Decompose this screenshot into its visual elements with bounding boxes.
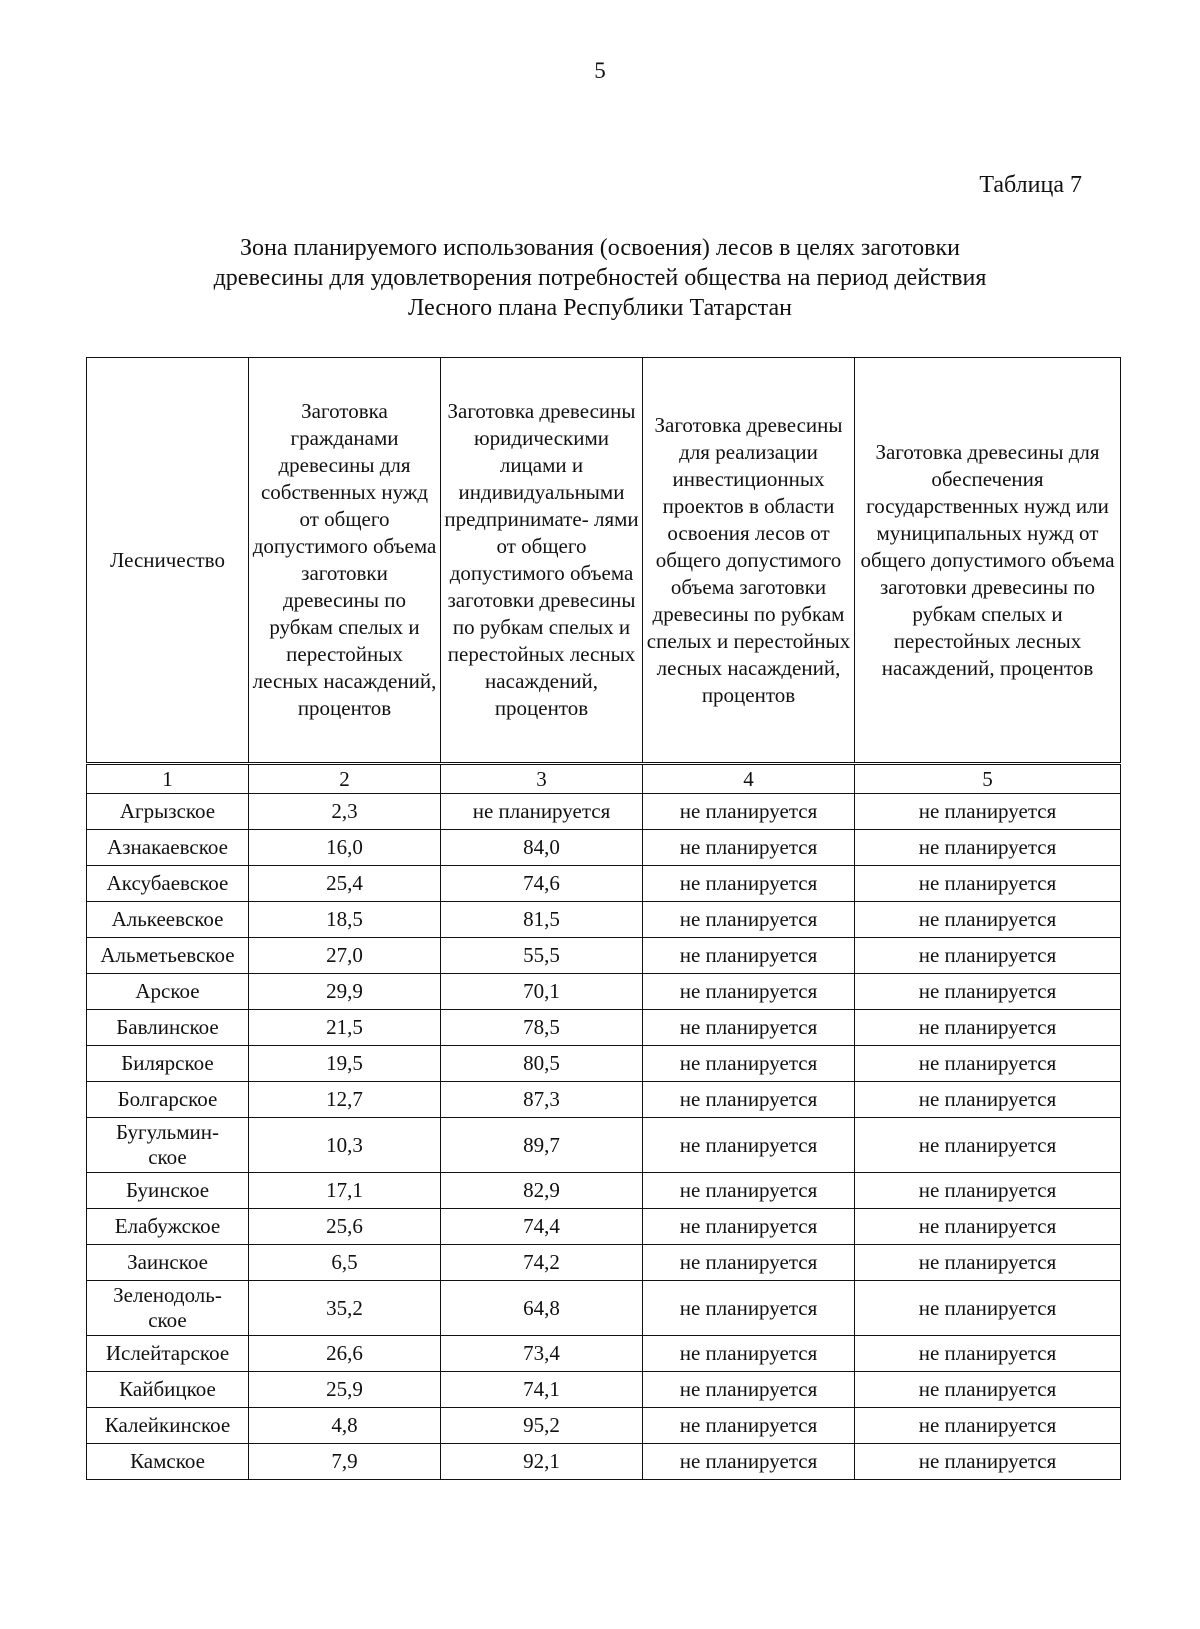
header-cell-forestry: Лесничество <box>87 358 249 764</box>
state-needs-value-cell: не планируется <box>855 1408 1121 1444</box>
citizens-value-cell: 18,5 <box>249 902 441 938</box>
table-row <box>87 794 1121 830</box>
investment-value-cell: не планируется <box>643 1046 855 1082</box>
table-row <box>87 1046 1121 1082</box>
column-number: 5 <box>855 764 1121 794</box>
citizens-value-cell: 10,3 <box>249 1118 441 1173</box>
legal-entities-value-cell: 74,4 <box>441 1209 643 1245</box>
table-row <box>87 830 1121 866</box>
state-needs-value-cell: не планируется <box>855 938 1121 974</box>
forestry-name-cell: Ислейтарское <box>87 1336 249 1372</box>
state-needs-value-cell: не планируется <box>855 1444 1121 1480</box>
investment-value-cell: не планируется <box>643 974 855 1010</box>
investment-value-cell: не планируется <box>643 1372 855 1408</box>
state-needs-value-cell: не планируется <box>855 1173 1121 1209</box>
forestry-name-cell: Бугульмин- ское <box>87 1118 249 1173</box>
table-caption: Таблица 7 <box>979 172 1082 198</box>
legal-entities-value-cell: 84,0 <box>441 830 643 866</box>
citizens-value-cell: 7,9 <box>249 1444 441 1480</box>
legal-entities-value-cell: 74,6 <box>441 866 643 902</box>
forestry-name-cell: Альметьевское <box>87 938 249 974</box>
legal-entities-value-cell: 73,4 <box>441 1336 643 1372</box>
investment-value-cell: не планируется <box>643 1209 855 1245</box>
legal-entities-value-cell: 87,3 <box>441 1082 643 1118</box>
state-needs-value-cell: не планируется <box>855 1245 1121 1281</box>
forestry-name-cell: Арское <box>87 974 249 1010</box>
forestry-name-cell: Аксубаевское <box>87 866 249 902</box>
table-body <box>87 794 1121 1480</box>
legal-entities-value-cell: 81,5 <box>441 902 643 938</box>
investment-value-cell: не планируется <box>643 1245 855 1281</box>
state-needs-value-cell: не планируется <box>855 1209 1121 1245</box>
legal-entities-value-cell: 95,2 <box>441 1408 643 1444</box>
state-needs-value-cell: не планируется <box>855 902 1121 938</box>
state-needs-value-cell: не планируется <box>855 974 1121 1010</box>
legal-entities-value-cell: 82,9 <box>441 1173 643 1209</box>
citizens-value-cell: 6,5 <box>249 1245 441 1281</box>
table-row <box>87 1444 1121 1480</box>
forestry-name-cell: Билярское <box>87 1046 249 1082</box>
header-cell-investment-projects: Заготовка древесины для реализации инвестиционных проектов в области освоения лесов от общего допустимого объема заготовки древесины по рубкам спелых и перестойных лесных насаждений, процентов <box>643 358 855 764</box>
column-number: 1 <box>87 764 249 794</box>
state-needs-value-cell: не планируется <box>855 1046 1121 1082</box>
document-title <box>110 233 1090 323</box>
investment-value-cell: не планируется <box>643 830 855 866</box>
legal-entities-value-cell: 74,2 <box>441 1245 643 1281</box>
state-needs-value-cell: не планируется <box>855 1281 1121 1336</box>
state-needs-value-cell: не планируется <box>855 866 1121 902</box>
legal-entities-value-cell: 64,8 <box>441 1281 643 1336</box>
header-cell-state-needs: Заготовка древесины для обеспечения государственных нужд или муниципальных нужд от общего допустимого объема заготовки древесины по рубкам спелых и перестойных лесных насаждений, процентов <box>855 358 1121 764</box>
title-line: Зона планируемого использования (освоения) лесов в целях заготовки <box>239 235 960 261</box>
column-number: 2 <box>249 764 441 794</box>
citizens-value-cell: 16,0 <box>249 830 441 866</box>
citizens-value-cell: 25,4 <box>249 866 441 902</box>
legal-entities-value-cell: 74,1 <box>441 1372 643 1408</box>
table-row <box>87 1245 1121 1281</box>
citizens-value-cell: 21,5 <box>249 1010 441 1046</box>
citizens-value-cell: 29,9 <box>249 974 441 1010</box>
investment-value-cell: не планируется <box>643 1281 855 1336</box>
header-row <box>87 358 1121 764</box>
investment-value-cell: не планируется <box>643 938 855 974</box>
table-row <box>87 1010 1121 1046</box>
title-line: Лесного плана Республики Татарстан <box>408 295 792 321</box>
state-needs-value-cell: не планируется <box>855 830 1121 866</box>
legal-entities-value-cell: 92,1 <box>441 1444 643 1480</box>
investment-value-cell: не планируется <box>643 1336 855 1372</box>
legal-entities-value-cell: 78,5 <box>441 1010 643 1046</box>
citizens-value-cell: 12,7 <box>249 1082 441 1118</box>
state-needs-value-cell: не планируется <box>855 1118 1121 1173</box>
investment-value-cell: не планируется <box>643 1444 855 1480</box>
data-table <box>86 357 1121 1480</box>
forestry-name-cell: Болгарское <box>87 1082 249 1118</box>
table-row <box>87 1173 1121 1209</box>
state-needs-value-cell: не планируется <box>855 1372 1121 1408</box>
table-row <box>87 1281 1121 1336</box>
state-needs-value-cell: не планируется <box>855 1082 1121 1118</box>
page-number: 5 <box>594 58 606 83</box>
state-needs-value-cell: не планируется <box>855 794 1121 830</box>
citizens-value-cell: 26,6 <box>249 1336 441 1372</box>
column-number: 3 <box>441 764 643 794</box>
investment-value-cell: не планируется <box>643 1408 855 1444</box>
legal-entities-value-cell: 89,7 <box>441 1118 643 1173</box>
investment-value-cell: не планируется <box>643 866 855 902</box>
state-needs-value-cell: не планируется <box>855 1336 1121 1372</box>
legal-entities-value-cell: 80,5 <box>441 1046 643 1082</box>
citizens-value-cell: 25,9 <box>249 1372 441 1408</box>
forestry-name-cell: Заинское <box>87 1245 249 1281</box>
forestry-name-cell: Буинское <box>87 1173 249 1209</box>
table-row <box>87 866 1121 902</box>
citizens-value-cell: 25,6 <box>249 1209 441 1245</box>
column-number: 4 <box>643 764 855 794</box>
citizens-value-cell: 2,3 <box>249 794 441 830</box>
investment-value-cell: не планируется <box>643 1118 855 1173</box>
header-cell-citizens: Заготовка гражданами древесины для собственных нужд от общего допустимого объема заготовки древесины по рубкам спелых и перестойных лесных насаждений, процентов <box>249 358 441 764</box>
forestry-name-cell: Азнакаевское <box>87 830 249 866</box>
forestry-name-cell: Кайбицкое <box>87 1372 249 1408</box>
forestry-name-cell: Алькеевское <box>87 902 249 938</box>
citizens-value-cell: 35,2 <box>249 1281 441 1336</box>
investment-value-cell: не планируется <box>643 1173 855 1209</box>
investment-value-cell: не планируется <box>643 902 855 938</box>
forestry-name-cell: Зеленодоль- ское <box>87 1281 249 1336</box>
table-row <box>87 938 1121 974</box>
investment-value-cell: не планируется <box>643 794 855 830</box>
citizens-value-cell: 4,8 <box>249 1408 441 1444</box>
legal-entities-value-cell: 55,5 <box>441 938 643 974</box>
column-number-row <box>87 764 1121 794</box>
citizens-value-cell: 17,1 <box>249 1173 441 1209</box>
table-row <box>87 1408 1121 1444</box>
table-row <box>87 1372 1121 1408</box>
table-row <box>87 1336 1121 1372</box>
title-line: древесины для удовлетворения потребностей общества на период действия <box>213 265 987 291</box>
table-row <box>87 1118 1121 1173</box>
investment-value-cell: не планируется <box>643 1082 855 1118</box>
legal-entities-value-cell: не планируется <box>441 794 643 830</box>
table-row <box>87 902 1121 938</box>
legal-entities-value-cell: 70,1 <box>441 974 643 1010</box>
citizens-value-cell: 27,0 <box>249 938 441 974</box>
investment-value-cell: не планируется <box>643 1010 855 1046</box>
forestry-name-cell: Агрызское <box>87 794 249 830</box>
citizens-value-cell: 19,5 <box>249 1046 441 1082</box>
state-needs-value-cell: не планируется <box>855 1010 1121 1046</box>
table-row <box>87 1209 1121 1245</box>
header-cell-legal-entities: Заготовка древесины юридическими лицами и индивидуальными предпринимате- лями от общего допустимого объема заготовки древесины по рубкам спелых и перестойных лесных насаждений, процентов <box>441 358 643 764</box>
forestry-name-cell: Бавлинское <box>87 1010 249 1046</box>
forestry-name-cell: Камское <box>87 1444 249 1480</box>
table-row <box>87 974 1121 1010</box>
table-row <box>87 1082 1121 1118</box>
forestry-name-cell: Калейкинское <box>87 1408 249 1444</box>
forestry-name-cell: Елабужское <box>87 1209 249 1245</box>
